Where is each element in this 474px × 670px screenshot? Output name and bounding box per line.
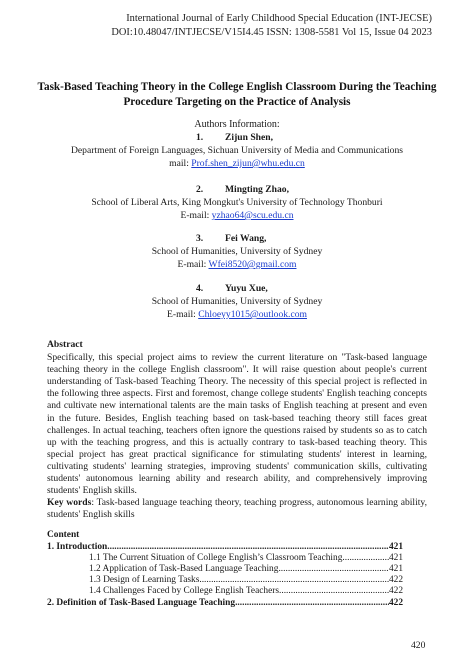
author-number: 1. (196, 132, 204, 143)
email-link[interactable]: Chloeyy1015@outlook.com (198, 309, 307, 320)
doi-issn-line: DOI:10.48047/INTJECSE/V15I4.45 ISSN: 1308-5581 Vol 15, Issue 04 2023 (111, 27, 432, 38)
author-name-line (0, 131, 474, 144)
email-link[interactable]: yzhao64@scu.edu.cn (211, 210, 294, 221)
toc-leader (199, 575, 389, 586)
author-block (0, 183, 474, 222)
email-label: mail: (169, 158, 192, 169)
author-affiliation: School of Humanities, University of Sydney (151, 296, 323, 307)
author-block (0, 232, 474, 271)
author-name-line (0, 183, 474, 196)
author-name: Fei Wang, (225, 233, 267, 244)
toc-entry-page: 421 (388, 553, 403, 564)
email-link[interactable]: Wfei8520@gmail.com (208, 259, 297, 270)
table-of-contents (47, 530, 403, 609)
author-email-line (0, 258, 474, 271)
author-affiliation: School of Humanities, University of Sydney (151, 246, 323, 257)
toc-leader (235, 598, 389, 609)
author-number: 3. (196, 233, 204, 244)
page-number: 420 (411, 640, 426, 651)
toc-leader (278, 564, 389, 575)
authors-heading: Authors Information: (194, 119, 280, 130)
author-block (0, 131, 474, 170)
title-line-2: Procedure Targeting on the Practice of Analysis (123, 96, 351, 108)
author-email-line (0, 157, 474, 170)
toc-entry-page: 421 (388, 542, 403, 553)
toc-entry-label: 1.2 Application of Task-Based Language Teaching (89, 564, 279, 575)
author-email-line (0, 308, 474, 321)
toc-entry[interactable] (47, 564, 403, 575)
toc-entry[interactable] (47, 542, 403, 553)
email-label: E-mail: (167, 309, 199, 320)
toc-entry[interactable] (47, 553, 403, 564)
toc-entry[interactable] (47, 575, 403, 586)
toc-entry-label: 1.1 The Current Situation of College English’s Classroom Teaching (89, 553, 343, 564)
keywords-label: Key words (47, 497, 92, 509)
author-email-line (0, 209, 474, 222)
toc-entry-label: 2. Definition of Task-Based Language Teaching (47, 597, 236, 608)
toc-entry-page: 422 (388, 586, 403, 597)
toc-entry[interactable] (47, 586, 403, 597)
journal-name: International Journal of Early Childhood Special Education (INT-JECSE) (126, 13, 432, 24)
toc-entry[interactable] (47, 598, 403, 609)
author-name-line (0, 232, 474, 245)
author-name: Yuyu Xue, (225, 283, 268, 294)
email-label: E-mail: (180, 210, 212, 221)
toc-entry-page: 422 (388, 575, 403, 586)
author-block (0, 282, 474, 321)
toc-entry-label: 1.4 Challenges Faced by College English Teachers (89, 586, 280, 597)
toc-leader (342, 553, 389, 564)
toc-leader (279, 586, 389, 597)
journal-header (111, 12, 432, 40)
toc-heading: Content (47, 530, 80, 540)
author-name: Zijun Shen, (225, 132, 273, 143)
keywords-line (47, 497, 427, 521)
title-line-1: Task-Based Teaching Theory in the College English Classroom During the Teaching (37, 81, 437, 93)
email-link[interactable]: Prof.shen_zijun@whu.edu.cn (191, 158, 305, 169)
author-affiliation: Department of Foreign Languages, Sichuan University of Media and Communications (71, 145, 403, 156)
toc-entry-label: 1. Introduction (47, 542, 108, 553)
email-label: E-mail: (177, 259, 209, 270)
author-name-line (0, 282, 474, 295)
abstract-section (47, 339, 427, 521)
toc-entry-page: 422 (388, 597, 403, 608)
author-name: Mingting Zhao, (225, 184, 289, 195)
toc-entry-page: 421 (388, 564, 403, 575)
paper-title (34, 80, 440, 110)
author-number: 4. (196, 283, 204, 294)
abstract-body: Specifically, this special project aims to review the current literature on "Task-based language teaching theory in the college English classroom". It will raise question about people's current understanding of Task-based Teaching Theory. The necessity of this special project is reflected in the following three aspects. First and foremost, change college students' English teaching concepts and cultivate new international talents are the main tasks of English teaching at present and even in the future. Besides, English teaching based on task-based teaching theory still faces great challenges. In actual teaching, teachers often ignore the questions raised by students so as to catch up with the teaching progress, and this is actually contrary to task-based teaching theory. This special project has great practical significance for stimulating students' interest in learning, cultivating students' learning strategies, improving students' communication skills, cultivating students' autonomous learning ability and research ability, and comprehensively improving students' English skills. (47, 352, 427, 497)
toc-leader (107, 542, 389, 553)
author-number: 2. (196, 184, 204, 195)
toc-entry-label: 1.3 Design of Learning Tasks (89, 575, 200, 586)
keywords-text: : Task-based language teaching theory, teaching progress, autonomous learning ability, students' English skills (47, 497, 428, 521)
abstract-heading: Abstract (47, 339, 83, 350)
author-affiliation: School of Liberal Arts, King Mongkut's University of Technology Thonburi (91, 197, 383, 208)
